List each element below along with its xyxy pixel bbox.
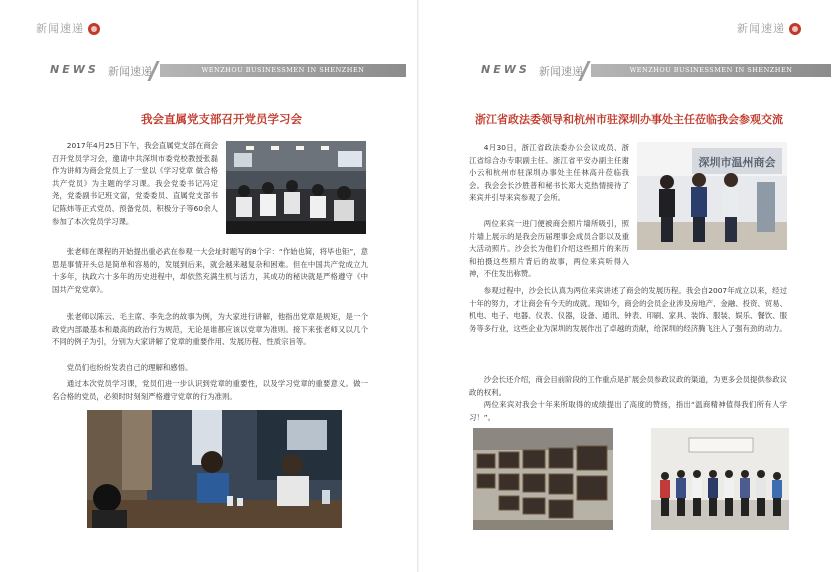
- paragraph-r5: 两位来宾对我会十年来所取得的成绩提出了高度的赞扬，指出“温商精神值得我们所有人学习！”。: [469, 400, 787, 422]
- section-band-right: [481, 63, 831, 79]
- band-en-label: WENZHOU BUSINESSMEN IN SHENZHEN: [160, 64, 406, 77]
- photo-wall-photo: [473, 428, 613, 530]
- header-text-right: 新闻速递: [737, 22, 785, 35]
- article-title: 我会直属党支部召开党员学习会: [141, 112, 302, 126]
- band-cn-label: 新闻速递: [108, 65, 152, 78]
- header-text: 新闻速递: [36, 22, 84, 35]
- meeting-photo-graphic: [87, 410, 342, 528]
- section-band: [50, 63, 410, 79]
- band-news-label-right: NEWS: [481, 63, 530, 76]
- paragraph-3: 张老师以陈云、毛主席、李先念的故事为例，为大家进行讲解，他指出党章是规矩，是一个政党内部最基本和最高的政治行为规范，无论是谁都应该以党章为准则。接下来张老师又以几个不同的例子为引，分别为大家讲解了党章的重要作用、发展历程、性质宗旨等。: [52, 312, 368, 347]
- paragraph-r1: 4月30日，浙江省政法委办公会议成员、浙江省综合办专职副主任、浙江省平安办副主任谢小云和杭州市驻深圳办事处主任林高升莅临我会。我会会长沙胜普和秘书长郑大克热情接待了来宾并引导来宾参观了会所。: [469, 143, 629, 203]
- group-photo: [651, 428, 789, 530]
- meeting-photo: [87, 410, 342, 528]
- paragraph-r4: 沙会长还介绍，商会目前阶段的工作重点是扩展会员参政议政的渠道，为更多会员提供参政议政的权利。: [469, 375, 787, 397]
- paragraph-4: 党员们也纷纷发表自己的理解和感悟。: [66, 363, 193, 372]
- band-news-label: NEWS: [50, 63, 99, 76]
- page-header-right: [737, 20, 801, 36]
- page-header: [36, 20, 100, 36]
- sign-text: 深圳市温州商会: [698, 156, 776, 169]
- band-cn-label-right: 新闻速递: [539, 65, 583, 78]
- band-en-label-right: WENZHOU BUSINESSMEN IN SHENZHEN: [591, 64, 831, 77]
- paragraph-5: 通过本次党员学习课，党员们进一步认识到党章的重要性，以及学习党章的重要意义。做一名合格的党员，必须时时刻刻严格遵守党章的行为准则。: [52, 379, 368, 401]
- article-title-right: 浙江省政法委领导和杭州市驻深圳办事处主任莅临我会参观交流: [475, 113, 783, 126]
- reception-photo-graphic: [637, 142, 787, 250]
- photo-wall-graphic: [473, 428, 613, 530]
- paragraph-1: 2017年4月25日下午，我会直属党支部在商会召开党员学习会，邀请中共深圳市委党校教授张磊作为讲师为商会党员上了一堂以《学习党章 做合格共产党员》为主题的学习课。我会党委书记冯定尧，党委副书记班文富，党委委员、直属党支部书记陈炜等正式党员、预备党员、积极分子等60余人参加了本次党员学习课。: [52, 141, 218, 226]
- group-photo-graphic: [651, 428, 789, 530]
- classroom-photo-graphic: [226, 141, 366, 234]
- paragraph-r2-a: 两位来宾一进门便被商会照片墙所吸引，照片墙上展示的是我会历届理事会成员合影以及重大活动照片。沙会长为他们介绍这些照片的来历和拍摄这些照片背后的故事，两位来宾听得入神，不住发出称赞。: [469, 219, 629, 279]
- chamber-logo-icon-right: [789, 23, 801, 35]
- reception-photo: [637, 142, 787, 250]
- right-page: [419, 0, 838, 572]
- chamber-logo-icon: [88, 23, 100, 35]
- classroom-photo: [226, 141, 366, 234]
- paragraph-r3: 参观过程中，沙会长认真为两位来宾讲述了商会的发展历程。我会自2007年成立以来，经过十年的努力，才让商会有今天的成就。现如今，商会的会员企业涉及房地产、金融、投资、贸易、机电、电子、电器、仪表、仪器，设备、通讯、钟表、印刷、家具、装饰、服装、娱乐、餐饮、服务等多行业，这些企业为深圳的发展作出了卓越的贡献，给深圳的经济腾飞注入了强有劲的动力。: [469, 286, 787, 333]
- paragraph-2: 张老师在课程的开始提出重必武在参观一大会址时题写的8个字：“作始也简，将毕也钜”，意思是事情开头总是简单和容易的，发展到后来，就会越来越复杂和困难。但在中国共产党成立九十多年，执政六十多年的历史进程中，却依然充满生机与活力，其成功的秘诀就是严格遵守《中国共产党党章》。: [52, 247, 368, 294]
